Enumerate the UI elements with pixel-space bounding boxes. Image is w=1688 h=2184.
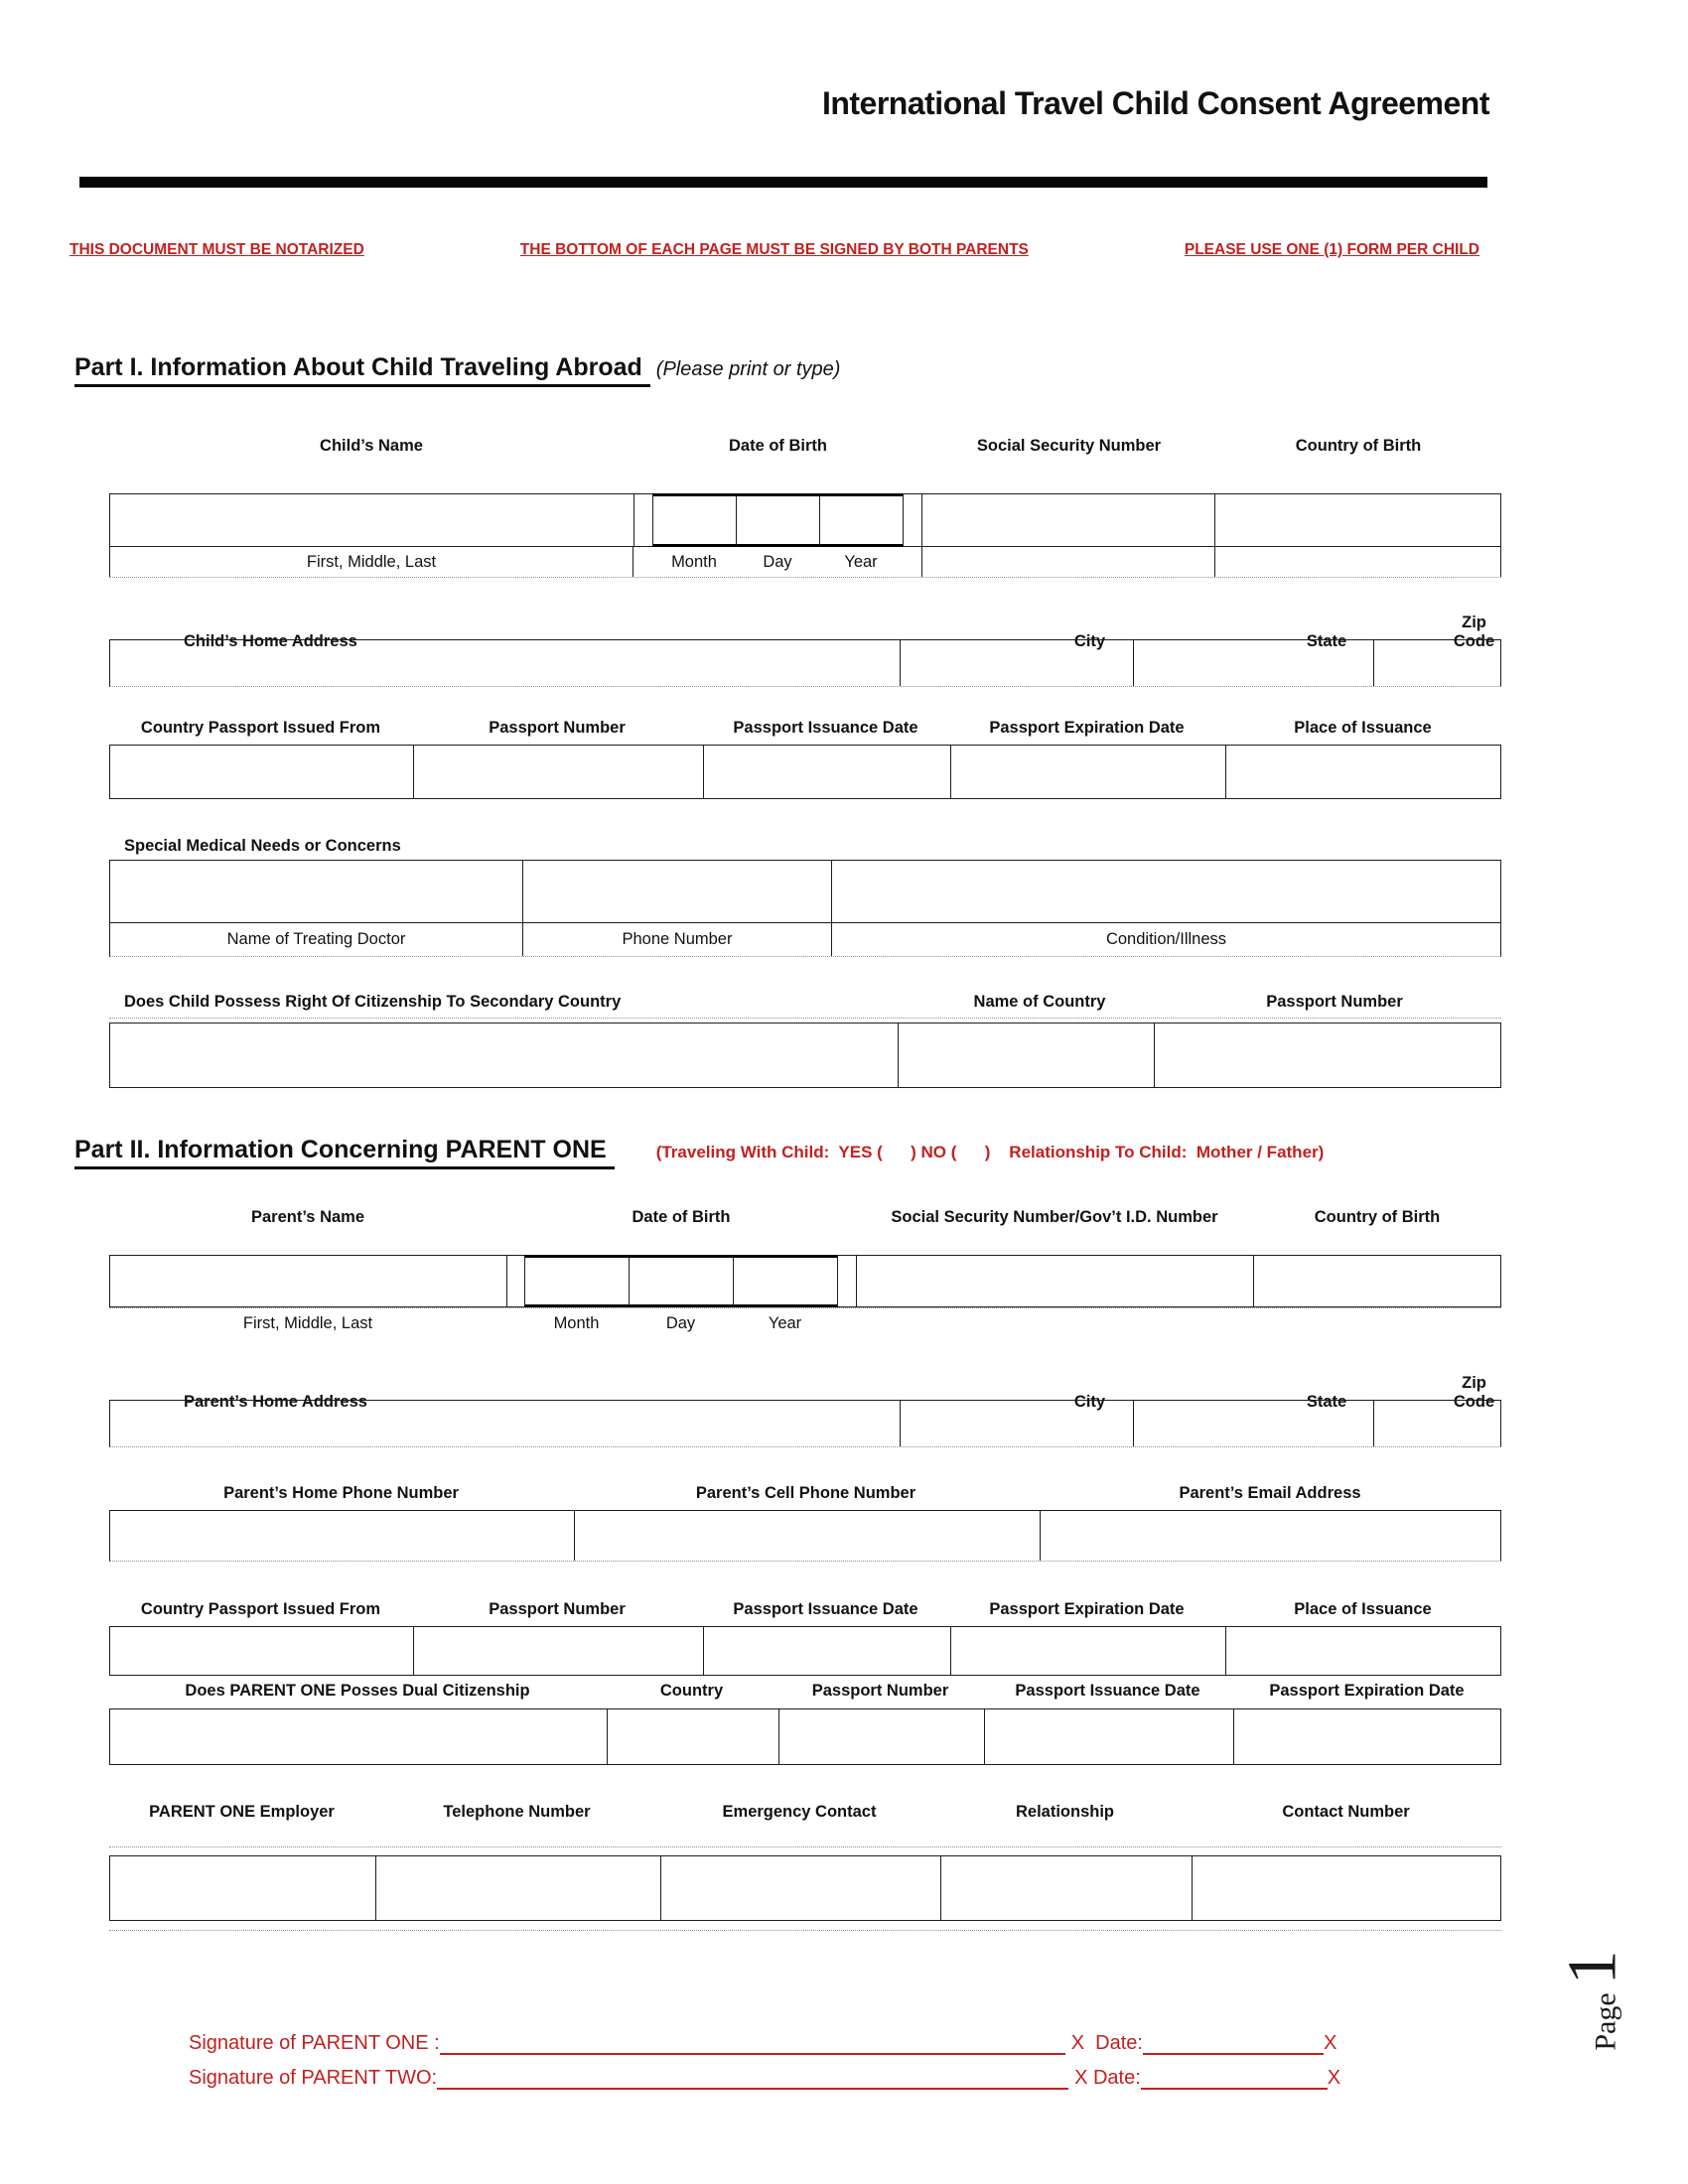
parent-two-date-field[interactable] (1141, 2066, 1328, 2090)
child-passport-country-input[interactable] (110, 746, 413, 798)
parent-address-input[interactable] (110, 1401, 900, 1446)
notice-signed: THE BOTTOM OF EACH PAGE MUST BE SIGNED BY BOTH PARENTS (519, 241, 1029, 258)
child-passport-expiration-date-input[interactable] (950, 746, 1225, 798)
passport-expiration-label: Passport Expiration Date (989, 719, 1185, 737)
parent-dob-year-input[interactable] (733, 1255, 837, 1307)
day-sublabel: Day (763, 552, 792, 571)
child-dob-label: Date of Birth (729, 437, 827, 455)
home-phone-label: Parent’s Home Phone Number (223, 1484, 459, 1502)
parent-name-sublabel: First, Middle, Last (242, 1313, 373, 1332)
parent-two-signature-row (189, 2066, 1340, 2090)
part1-heading-note: (Please print or type) (655, 358, 841, 380)
dual-citizenship-label-row (109, 1682, 1501, 1701)
parent-one-signature-row (189, 2031, 1336, 2055)
dual-country-label: Country (659, 1682, 724, 1700)
passport-issuance-label: Passport Issuance Date (733, 719, 918, 737)
spacer-cell (506, 1308, 524, 1338)
zip-label: Zip Code (1453, 614, 1495, 650)
parent-country-of-birth-input[interactable] (1253, 1255, 1501, 1307)
page-word: Page (1589, 1992, 1622, 2051)
year-sublabel: Year (844, 552, 878, 571)
notice-notarized: THIS DOCUMENT MUST BE NOTARIZED (70, 241, 364, 258)
dual-country-input[interactable] (607, 1709, 778, 1764)
state-label: State (1306, 631, 1347, 650)
divider-dotted (109, 1846, 1501, 1847)
employer-telephone-input[interactable] (375, 1856, 660, 1920)
parent-cell-phone-input[interactable] (574, 1511, 1040, 1561)
child-address-table (109, 639, 1501, 687)
part2-heading (74, 1136, 1324, 1169)
parent-name-label-row (109, 1208, 1501, 1227)
parent-ssn-input[interactable] (856, 1255, 1253, 1307)
parent-passport-label-row (109, 1600, 1501, 1619)
parent-zip-input[interactable] (1373, 1401, 1500, 1446)
dual-passport-number-input[interactable] (778, 1709, 984, 1764)
parent-passport-expiration-date-input[interactable] (950, 1627, 1225, 1675)
passport-number-label: Passport Number (489, 719, 626, 737)
passport-issuance-label: Passport Issuance Date (733, 1600, 918, 1618)
child-passport-number-input[interactable] (413, 746, 703, 798)
page-number (1554, 1950, 1631, 2051)
parent-one-signature-label: Signature of PARENT ONE : (189, 2032, 440, 2054)
month-sublabel: Month (553, 1313, 600, 1332)
spacer-cell (506, 1255, 524, 1307)
child-state-input[interactable] (1133, 640, 1373, 686)
parent-country-of-birth-label: Country of Birth (1314, 1208, 1441, 1226)
medical-table (109, 860, 1501, 957)
child-home-address-label: Child’s Home Address (184, 631, 357, 650)
child-passport-place-input[interactable] (1225, 746, 1500, 798)
condition-illness-input[interactable] (831, 861, 1500, 922)
emergency-contact-number-input[interactable] (1192, 1856, 1500, 1920)
parent-state-input[interactable] (1133, 1401, 1373, 1446)
dual-citizenship-label: Does PARENT ONE Posses Dual Citizenship (185, 1682, 530, 1700)
parent-dob-day-input[interactable] (629, 1255, 733, 1307)
spacer-cell (921, 547, 1214, 577)
email-label: Parent’s Email Address (1179, 1484, 1361, 1502)
passport-country-label: Country Passport Issued From (140, 1600, 381, 1618)
part1-heading (74, 353, 840, 387)
parent-passport-place-input[interactable] (1225, 1627, 1500, 1675)
emergency-contact-label: Emergency Contact (722, 1803, 877, 1821)
spacer-cell (837, 1255, 856, 1307)
medical-needs-label: Special Medical Needs or Concerns (124, 837, 401, 855)
child-name-label-row (109, 437, 1501, 456)
notice-one-form: PLEASE USE ONE (1) FORM PER CHILD (1184, 241, 1479, 258)
child-country-of-birth-label: Country of Birth (1295, 437, 1422, 455)
city-label: City (1073, 1392, 1106, 1411)
emergency-relationship-input[interactable] (940, 1856, 1192, 1920)
parent-phone-table (109, 1510, 1501, 1562)
parent-passport-country-input[interactable] (110, 1627, 413, 1675)
passport-country-label: Country Passport Issued From (140, 719, 381, 737)
divider-dotted (109, 1930, 1501, 1931)
parent-ssn-label: Social Security Number/Gov’t I.D. Number (891, 1208, 1218, 1226)
parent-phone-label-row (109, 1484, 1501, 1503)
page-digit: 1 (1554, 1950, 1631, 1985)
child-dob-year-input[interactable] (819, 493, 903, 547)
child-ssn-label: Social Security Number (976, 437, 1162, 455)
secondary-passport-label: Passport Number (1266, 993, 1403, 1011)
doctor-phone-sublabel: Phone Number (522, 923, 831, 956)
condition-sublabel: Condition/Illness (831, 923, 1500, 956)
secondary-citizenship-input[interactable] (110, 1024, 898, 1087)
child-dob-day-input[interactable] (736, 493, 819, 547)
telephone-label: Telephone Number (443, 1803, 591, 1821)
passport-number-label: Passport Number (489, 1600, 626, 1618)
parent-home-address-label: Parent’s Home Address (184, 1392, 367, 1411)
dual-citizenship-input[interactable] (110, 1709, 607, 1764)
day-sublabel: Day (665, 1313, 696, 1332)
passport-place-label: Place of Issuance (1294, 719, 1432, 737)
part2-heading-text: Part II. Information Concerning PARENT ONE (74, 1136, 615, 1169)
child-name-label: Child’s Name (320, 437, 423, 455)
child-zip-input[interactable] (1373, 640, 1500, 686)
parent-dob-label: Date of Birth (632, 1208, 731, 1226)
parent-two-x-end: X (1327, 2067, 1341, 2089)
title-rule (79, 177, 1487, 188)
parent-passport-table (109, 1626, 1501, 1676)
dual-passport-issuance-date-input[interactable] (984, 1709, 1233, 1764)
child-passport-issuance-date-input[interactable] (703, 746, 950, 798)
year-sublabel: Year (768, 1313, 802, 1332)
child-ssn-input[interactable] (921, 493, 1214, 547)
emergency-contact-input[interactable] (660, 1856, 940, 1920)
dual-passport-issuance-label: Passport Issuance Date (1015, 1682, 1200, 1700)
notice-bar (70, 241, 1479, 259)
child-passport-table (109, 745, 1501, 799)
parent-city-input[interactable] (900, 1401, 1133, 1446)
parent-passport-number-input[interactable] (413, 1627, 703, 1675)
city-label: City (1073, 631, 1106, 650)
page-title: International Travel Child Consent Agreement (821, 85, 1489, 121)
child-name-table (109, 493, 1501, 578)
contact-number-label: Contact Number (1282, 1803, 1410, 1821)
dual-passport-expiration-label: Passport Expiration Date (1269, 1682, 1465, 1700)
citizenship-table (109, 1023, 1501, 1088)
child-passport-label-row (109, 719, 1501, 738)
parent-email-input[interactable] (1040, 1511, 1500, 1561)
secondary-country-input[interactable] (898, 1024, 1154, 1087)
parent-two-signature-field[interactable] (437, 2066, 1068, 2090)
parent-home-phone-input[interactable] (110, 1511, 574, 1561)
spacer-cell (1214, 547, 1501, 577)
parent-one-x-end: X (1323, 2032, 1337, 2054)
parent-one-x-date-label: X Date: (1070, 2032, 1143, 2054)
doctor-phone-input[interactable] (522, 861, 831, 922)
child-city-input[interactable] (900, 640, 1133, 686)
parent-name-table (109, 1255, 1501, 1338)
parent-one-date-field[interactable] (1143, 2031, 1324, 2055)
part1-heading-text: Part I. Information About Child Traveling Abroad (74, 353, 650, 387)
spacer-cell (903, 547, 921, 577)
employer-label: PARENT ONE Employer (149, 1803, 335, 1821)
passport-expiration-label: Passport Expiration Date (989, 1600, 1185, 1618)
parent-two-x-date-label: X Date: (1074, 2067, 1141, 2089)
doctor-name-sublabel: Name of Treating Doctor (226, 930, 406, 948)
spacer-cell (633, 493, 652, 547)
dual-passport-number-label: Passport Number (811, 1682, 949, 1700)
spacer-cell (633, 547, 652, 577)
dual-passport-expiration-date-input[interactable] (1233, 1709, 1500, 1764)
relationship-label: Relationship (1015, 1803, 1114, 1821)
month-sublabel: Month (671, 552, 717, 571)
parent-two-signature-label: Signature of PARENT TWO: (189, 2067, 438, 2089)
spacer-cell (903, 493, 921, 547)
parent-passport-issuance-date-input[interactable] (703, 1627, 950, 1675)
employer-label-row (109, 1803, 1501, 1822)
cell-phone-label: Parent’s Cell Phone Number (695, 1484, 916, 1502)
parent-one-signature-field[interactable] (440, 2031, 1065, 2055)
child-country-of-birth-input[interactable] (1214, 493, 1501, 547)
parent-name-label: Parent’s Name (250, 1208, 365, 1226)
secondary-citizenship-label: Does Child Possess Right Of Citizenship To Secondary Country (124, 993, 622, 1011)
state-label: State (1306, 1392, 1347, 1411)
zip-label: Zip Code (1453, 1374, 1495, 1411)
child-dob-month-input[interactable] (652, 493, 736, 547)
citizenship-label-row (109, 993, 1501, 1019)
child-name-sublabel: First, Middle, Last (109, 547, 633, 577)
passport-place-label: Place of Issuance (1294, 1600, 1432, 1618)
dual-citizenship-table (109, 1708, 1501, 1765)
secondary-passport-number-input[interactable] (1154, 1024, 1500, 1087)
part2-heading-note: (Traveling With Child: YES ( ) NO ( ) Relationship To Child: Mother / Father) (655, 1143, 1325, 1161)
child-name-input[interactable] (109, 493, 633, 547)
page-number-container (1539, 1936, 1648, 2065)
parent-dob-month-input[interactable] (524, 1255, 629, 1307)
parent-name-input[interactable] (109, 1255, 506, 1307)
parent-address-table (109, 1400, 1501, 1447)
employer-input[interactable] (110, 1856, 375, 1920)
employer-table (109, 1855, 1501, 1921)
secondary-country-label: Name of Country (973, 993, 1106, 1011)
child-address-input[interactable] (110, 640, 900, 686)
doctor-name-input[interactable] (110, 861, 522, 922)
